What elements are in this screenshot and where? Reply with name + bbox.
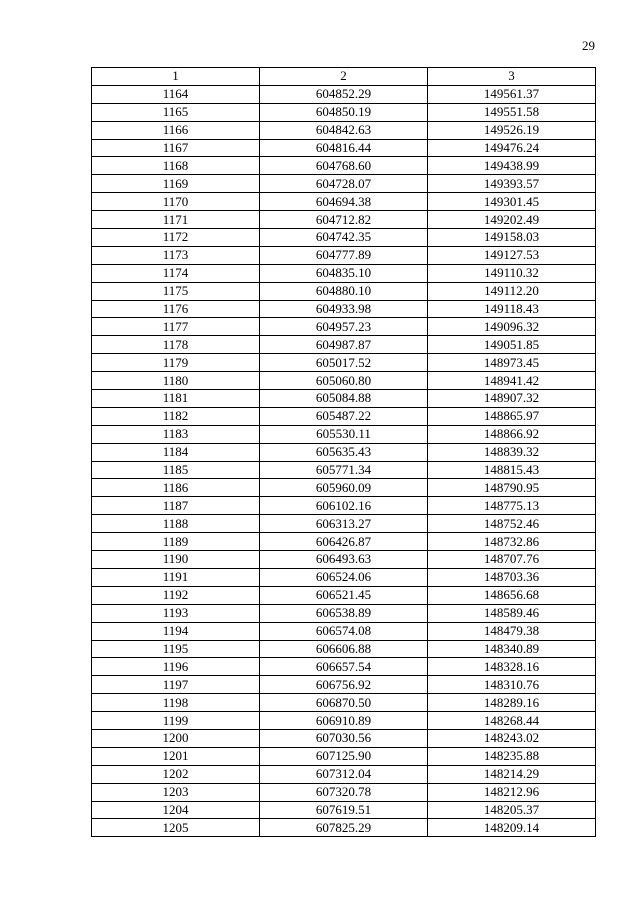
- x-coordinate-cell: 606102.16: [260, 497, 428, 515]
- point-number-cell: 1197: [92, 676, 260, 694]
- point-number-cell: 1205: [92, 819, 260, 837]
- table-row: [92, 175, 596, 193]
- y-coordinate-cell: 148268.44: [428, 712, 596, 730]
- x-coordinate-cell: 605635.43: [260, 443, 428, 461]
- table-row: [92, 604, 596, 622]
- point-number-cell: 1195: [92, 640, 260, 658]
- y-coordinate-cell: 149438.99: [428, 157, 596, 175]
- table-row: [92, 479, 596, 497]
- x-coordinate-cell: 604728.07: [260, 175, 428, 193]
- x-coordinate-cell: 607312.04: [260, 765, 428, 783]
- x-coordinate-cell: 606910.89: [260, 712, 428, 730]
- point-number-cell: 1181: [92, 390, 260, 408]
- y-coordinate-cell: 148328.16: [428, 658, 596, 676]
- table-row: [92, 819, 596, 837]
- y-coordinate-cell: 148243.02: [428, 729, 596, 747]
- table-row: [92, 712, 596, 730]
- y-coordinate-cell: 148214.29: [428, 765, 596, 783]
- point-number-cell: 1167: [92, 139, 260, 157]
- x-coordinate-cell: 605530.11: [260, 425, 428, 443]
- table-header-row: [92, 68, 596, 86]
- point-number-cell: 1190: [92, 551, 260, 569]
- y-coordinate-cell: 148815.43: [428, 461, 596, 479]
- point-number-cell: 1186: [92, 479, 260, 497]
- x-coordinate-cell: 604850.19: [260, 103, 428, 121]
- y-coordinate-cell: 149526.19: [428, 121, 596, 139]
- table-body: [92, 85, 596, 836]
- x-coordinate-cell: 606524.06: [260, 568, 428, 586]
- x-coordinate-cell: 606426.87: [260, 533, 428, 551]
- x-coordinate-cell: 604742.35: [260, 229, 428, 247]
- table-row: [92, 515, 596, 533]
- table-row: [92, 568, 596, 586]
- x-coordinate-cell: 604852.29: [260, 85, 428, 103]
- y-coordinate-cell: 149051.85: [428, 336, 596, 354]
- x-coordinate-cell: 605960.09: [260, 479, 428, 497]
- point-number-cell: 1165: [92, 103, 260, 121]
- y-coordinate-cell: 148589.46: [428, 604, 596, 622]
- table-row: [92, 694, 596, 712]
- x-coordinate-cell: 606538.89: [260, 604, 428, 622]
- x-coordinate-cell: 606756.92: [260, 676, 428, 694]
- y-coordinate-cell: 148839.32: [428, 443, 596, 461]
- point-number-cell: 1184: [92, 443, 260, 461]
- x-coordinate-cell: 606574.08: [260, 622, 428, 640]
- x-coordinate-cell: 605017.52: [260, 354, 428, 372]
- point-number-cell: 1175: [92, 282, 260, 300]
- point-number-cell: 1198: [92, 694, 260, 712]
- x-coordinate-cell: 604712.82: [260, 211, 428, 229]
- table-row: [92, 586, 596, 604]
- table-row: [92, 658, 596, 676]
- point-number-cell: 1177: [92, 318, 260, 336]
- y-coordinate-cell: 148310.76: [428, 676, 596, 694]
- table-row: [92, 139, 596, 157]
- point-number-cell: 1168: [92, 157, 260, 175]
- y-coordinate-cell: 148866.92: [428, 425, 596, 443]
- table-row: [92, 640, 596, 658]
- x-coordinate-cell: 606606.88: [260, 640, 428, 658]
- x-coordinate-cell: 607619.51: [260, 801, 428, 819]
- point-number-cell: 1200: [92, 729, 260, 747]
- x-coordinate-cell: 604933.98: [260, 300, 428, 318]
- y-coordinate-cell: 148479.38: [428, 622, 596, 640]
- x-coordinate-cell: 604880.10: [260, 282, 428, 300]
- table-row: [92, 121, 596, 139]
- point-number-cell: 1191: [92, 568, 260, 586]
- y-coordinate-cell: 148752.46: [428, 515, 596, 533]
- y-coordinate-cell: 148212.96: [428, 783, 596, 801]
- table-row: [92, 425, 596, 443]
- y-coordinate-cell: 149118.43: [428, 300, 596, 318]
- y-coordinate-cell: 148205.37: [428, 801, 596, 819]
- y-coordinate-cell: 148235.88: [428, 747, 596, 765]
- y-coordinate-cell: 148340.89: [428, 640, 596, 658]
- table-row: [92, 336, 596, 354]
- point-number-cell: 1188: [92, 515, 260, 533]
- page-number: 29: [582, 38, 595, 53]
- point-number-cell: 1173: [92, 246, 260, 264]
- table-row: [92, 622, 596, 640]
- point-number-cell: 1194: [92, 622, 260, 640]
- y-coordinate-cell: 148865.97: [428, 407, 596, 425]
- point-number-cell: 1169: [92, 175, 260, 193]
- y-coordinate-cell: 148907.32: [428, 390, 596, 408]
- x-coordinate-cell: 607825.29: [260, 819, 428, 837]
- table-row: [92, 533, 596, 551]
- point-number-cell: 1178: [92, 336, 260, 354]
- coordinates-table: [91, 67, 596, 837]
- point-number-cell: 1176: [92, 300, 260, 318]
- y-coordinate-cell: 149202.49: [428, 211, 596, 229]
- point-number-cell: 1187: [92, 497, 260, 515]
- x-coordinate-cell: 604777.89: [260, 246, 428, 264]
- point-number-cell: 1179: [92, 354, 260, 372]
- y-coordinate-cell: 148656.68: [428, 586, 596, 604]
- point-number-cell: 1185: [92, 461, 260, 479]
- table-row: [92, 551, 596, 569]
- y-coordinate-cell: 148941.42: [428, 372, 596, 390]
- table-row: [92, 783, 596, 801]
- x-coordinate-cell: 604842.63: [260, 121, 428, 139]
- x-coordinate-cell: 604957.23: [260, 318, 428, 336]
- table-row: [92, 801, 596, 819]
- point-number-cell: 1201: [92, 747, 260, 765]
- point-number-cell: 1189: [92, 533, 260, 551]
- table-row: [92, 282, 596, 300]
- table-row: [92, 747, 596, 765]
- column-header: 1: [92, 68, 260, 86]
- y-coordinate-cell: 148732.86: [428, 533, 596, 551]
- column-header: 3: [428, 68, 596, 86]
- y-coordinate-cell: 149393.57: [428, 175, 596, 193]
- table-row: [92, 193, 596, 211]
- x-coordinate-cell: 607320.78: [260, 783, 428, 801]
- table-row: [92, 157, 596, 175]
- point-number-cell: 1166: [92, 121, 260, 139]
- column-header: 2: [260, 68, 428, 86]
- point-number-cell: 1204: [92, 801, 260, 819]
- point-number-cell: 1199: [92, 712, 260, 730]
- table-row: [92, 497, 596, 515]
- point-number-cell: 1192: [92, 586, 260, 604]
- x-coordinate-cell: 604694.38: [260, 193, 428, 211]
- x-coordinate-cell: 604816.44: [260, 139, 428, 157]
- table-row: [92, 372, 596, 390]
- y-coordinate-cell: 149476.24: [428, 139, 596, 157]
- y-coordinate-cell: 148775.13: [428, 497, 596, 515]
- table-row: [92, 390, 596, 408]
- x-coordinate-cell: 607125.90: [260, 747, 428, 765]
- table-row: [92, 211, 596, 229]
- point-number-cell: 1183: [92, 425, 260, 443]
- x-coordinate-cell: 605487.22: [260, 407, 428, 425]
- y-coordinate-cell: 149551.58: [428, 103, 596, 121]
- point-number-cell: 1196: [92, 658, 260, 676]
- y-coordinate-cell: 149301.45: [428, 193, 596, 211]
- y-coordinate-cell: 149127.53: [428, 246, 596, 264]
- x-coordinate-cell: 605771.34: [260, 461, 428, 479]
- y-coordinate-cell: 149110.32: [428, 264, 596, 282]
- table-row: [92, 461, 596, 479]
- table-row: [92, 300, 596, 318]
- x-coordinate-cell: 604987.87: [260, 336, 428, 354]
- point-number-cell: 1172: [92, 229, 260, 247]
- table-row: [92, 407, 596, 425]
- y-coordinate-cell: 149096.32: [428, 318, 596, 336]
- point-number-cell: 1203: [92, 783, 260, 801]
- table-row: [92, 264, 596, 282]
- table-row: [92, 318, 596, 336]
- x-coordinate-cell: 604835.10: [260, 264, 428, 282]
- table-row: [92, 85, 596, 103]
- table-row: [92, 229, 596, 247]
- point-number-cell: 1164: [92, 85, 260, 103]
- x-coordinate-cell: 605084.88: [260, 390, 428, 408]
- x-coordinate-cell: 606870.50: [260, 694, 428, 712]
- x-coordinate-cell: 607030.56: [260, 729, 428, 747]
- y-coordinate-cell: 149561.37: [428, 85, 596, 103]
- y-coordinate-cell: 148707.76: [428, 551, 596, 569]
- point-number-cell: 1202: [92, 765, 260, 783]
- point-number-cell: 1193: [92, 604, 260, 622]
- table-row: [92, 729, 596, 747]
- x-coordinate-cell: 605060.80: [260, 372, 428, 390]
- table-row: [92, 765, 596, 783]
- table-row: [92, 676, 596, 694]
- y-coordinate-cell: 148703.36: [428, 568, 596, 586]
- y-coordinate-cell: 148790.95: [428, 479, 596, 497]
- table-row: [92, 443, 596, 461]
- point-number-cell: 1182: [92, 407, 260, 425]
- y-coordinate-cell: 148209.14: [428, 819, 596, 837]
- x-coordinate-cell: 604768.60: [260, 157, 428, 175]
- point-number-cell: 1171: [92, 211, 260, 229]
- y-coordinate-cell: 149112.20: [428, 282, 596, 300]
- table-row: [92, 103, 596, 121]
- y-coordinate-cell: 148289.16: [428, 694, 596, 712]
- point-number-cell: 1170: [92, 193, 260, 211]
- table-row: [92, 354, 596, 372]
- x-coordinate-cell: 606313.27: [260, 515, 428, 533]
- x-coordinate-cell: 606657.54: [260, 658, 428, 676]
- x-coordinate-cell: 606493.63: [260, 551, 428, 569]
- y-coordinate-cell: 148973.45: [428, 354, 596, 372]
- y-coordinate-cell: 149158.03: [428, 229, 596, 247]
- x-coordinate-cell: 606521.45: [260, 586, 428, 604]
- point-number-cell: 1174: [92, 264, 260, 282]
- table-row: [92, 246, 596, 264]
- point-number-cell: 1180: [92, 372, 260, 390]
